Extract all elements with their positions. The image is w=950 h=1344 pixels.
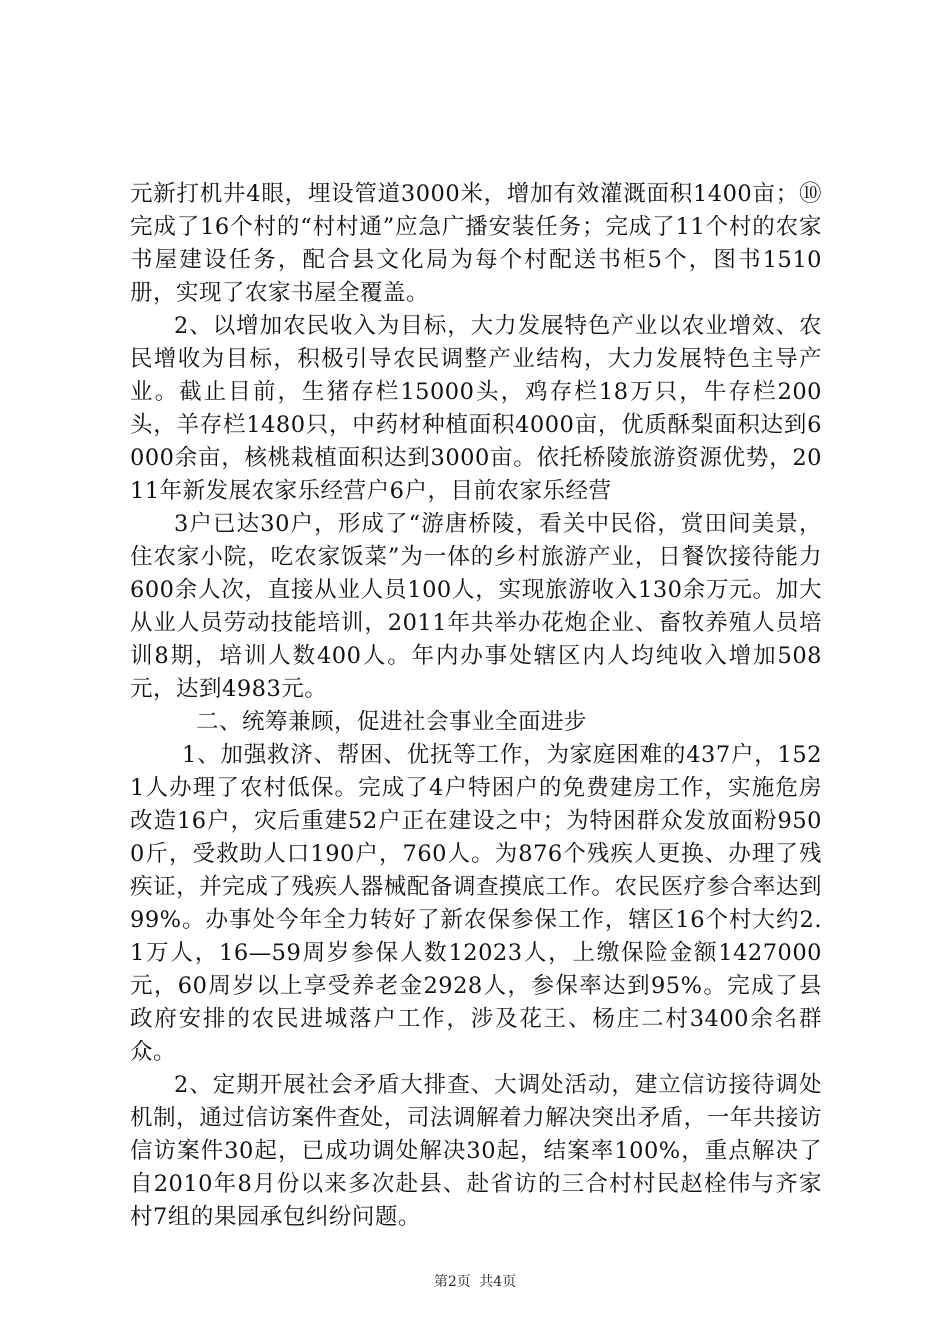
paragraph-irrigation-broadcast: 元新打机井4眼，埋设管道3000米，增加有效灌溉面积1400亩；⑩完成了16个村的“村村通”应急广播安装任务；完成了11个村的农家书屋建设任务，配合县文化局为每个村配送书柜5个，图书1510册，实现了农家书屋全覆盖。 [130,181,822,306]
paragraph-rural-tourism: 3户已达30户，形成了“游唐桥陵，看关中民俗，赏田间美景，住农家小院，吃农家饭菜”为一体的乡村旅游产业，日餐饮接待能力600余人次，直接从业人员100人，实现旅游收入130余万元。加大从业人员劳动技能培训，2011年共举办花炮企业、畜牧养殖人员培训8期，培训人数400人。年内办事处辖区内人均纯收入增加508元，达到4983元。 [130,511,822,702]
paragraph-petition-mediation: 2、定期开展社会矛盾大排查、大调处活动，建立信访接待调处机制，通过信访案件查处，司法调解着力解决突出矛盾，一年共接访信访案件30起，已成功调处解决30起，结案率100%，重点解决了自2010年8月份以来多次赴县、赴省访的三合村村民赵栓伟与齐家村7组的果园承包纠纷问题。 [130,1072,822,1230]
page-total: 共4页 [479,1274,517,1290]
document-body [130,178,822,1234]
paragraph-farmer-income: 2、以增加农民收入为目标，大力发展特色产业以农业增效、农民增收为目标，积极引导农民调整产业结构，大力发展特色主导产业。截止目前，生猪存栏15000头，鸡存栏18万只，牛存栏200头，羊存栏1480只，中药材种植面积4000亩，优质酥梨面积达到6000余亩，核桃栽植面积达到3000亩。依托桥陵旅游资源优势，2011年新发展农家乐经营户6户，目前农家乐经营 [130,313,822,504]
page-number: 第2页 [433,1274,471,1290]
section-heading-social-affairs: 二、统筹兼顾，促进社会事业全面进步 [196,709,588,735]
page-footer [0,1272,950,1292]
paragraph-relief-welfare: 1、加强救济、帮困、优抚等工作，为家庭困难的437户，1521人办理了农村低保。完成了4户特困户的免费建房工作，实施危房改造16户，灾后重建52户正在建设之中；为特困群众发放面粉9500斤，受救助人口190户，760人。为876个残疾人更换、办理了残疾证，并完成了残疾人器械配备调查摸底工作。农民医疗参合率达到99%。办事处今年全力转好了新农保参保工作，辖区16个村大约2.1万人，16—59周岁参保人数12023人，上缴保险金额1427000元，60周岁以上享受养老金2928人，参保率达到95%。完成了县政府安排的农民进城落户工作，涉及花王、杨庄二村3400余名群众。 [130,742,822,1065]
